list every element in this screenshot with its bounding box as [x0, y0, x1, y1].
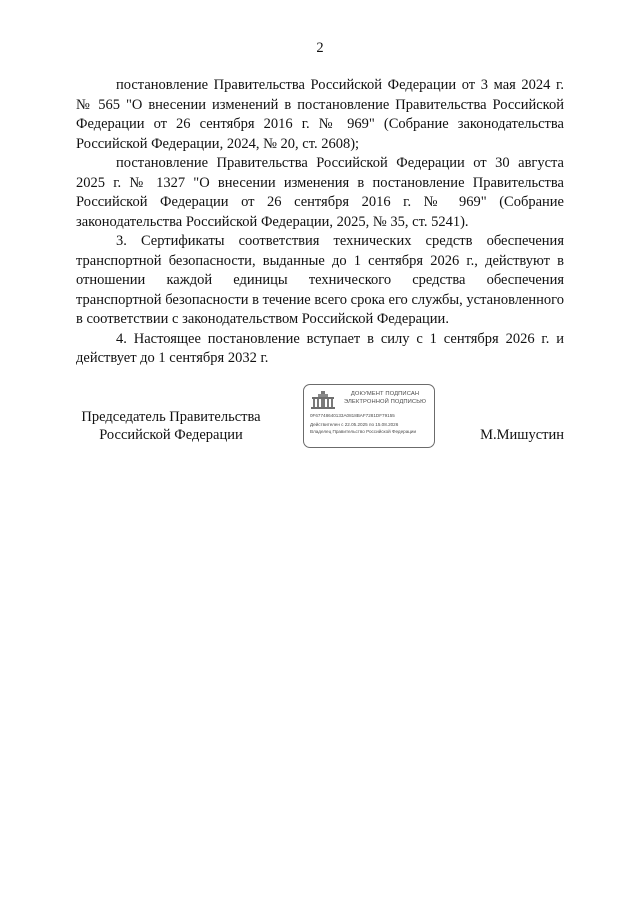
stamp-validity-period: Действителен с 22.05.2025 по 15.08.2026	[310, 422, 399, 427]
stamp-owner: Владелец Правительство Российской Федерации	[310, 429, 417, 434]
signer-title: Председатель Правительства Российской Федерации	[81, 409, 261, 443]
stamp-header: ДОКУМЕНТ ПОДПИСАН ЭЛЕКТРОННОЙ ПОДПИСЬЮ	[343, 391, 427, 405]
paragraph-resolution-2025: постановление Правительства Российской Федерации от 30 августа 2025 г. № 1327 "О внесении изменения в постановление Правительства Российской Федерации от 26 сентября 2016 г. № 969" (Собрание законодательства Российской Федерации, 2025, № 35, ст. 5241).	[76, 155, 564, 230]
document-body	[76, 76, 564, 369]
government-building-icon	[310, 390, 336, 410]
paragraph-item-3-certificates: 3. Сертификаты соответствия технических средств обеспечения транспортной безопасности, выданные до 1 сентября 2026 г., действуют в отношении каждой единицы технического средства обеспечения транспортной безопасности в течение всего срока его службы, установленного в соответствии с законодательством Российской Федерации.	[76, 233, 564, 327]
signature-block	[76, 384, 564, 454]
electronic-signature-stamp	[303, 384, 435, 448]
paragraph-item-4-effective-date: 4. Настоящее постановление вступает в силу с 1 сентября 2026 г. и действует до 1 сентября 2032 г.	[76, 330, 564, 366]
paragraph-resolution-2024: постановление Правительства Российской Федерации от 3 мая 2024 г. № 565 "О внесении изменений в постановление Правительства Российской Федерации от 26 сентября 2016 г. № 969" (Собрание законодательства Российской Федерации, 2024, № 20, ст. 2608);	[76, 77, 564, 152]
stamp-certificate-number: 0F67748640133A0818BAF7281DF79155	[310, 413, 395, 418]
signer-name: М.Мишустин	[480, 427, 564, 443]
page-number: 2	[316, 40, 324, 56]
